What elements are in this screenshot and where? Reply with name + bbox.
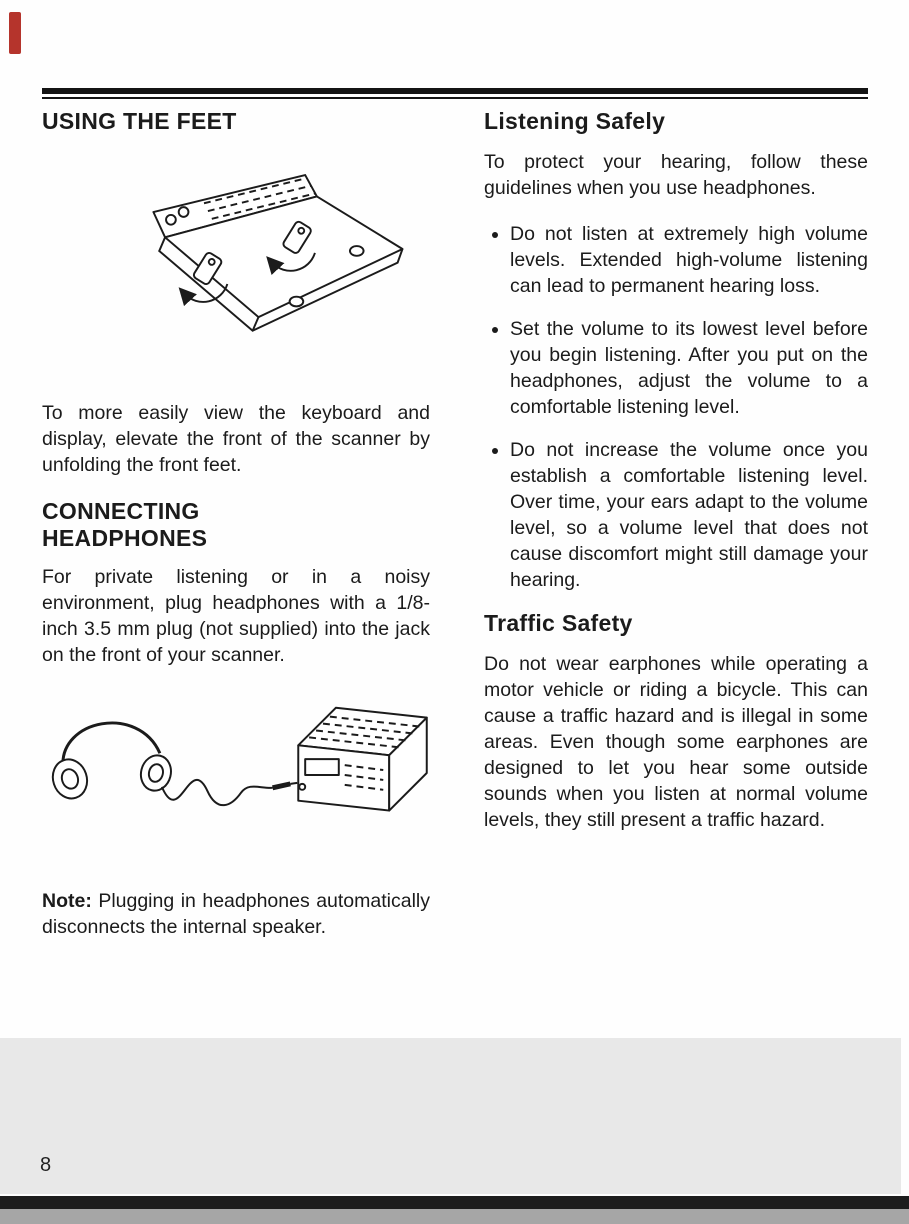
left-column bbox=[42, 108, 430, 960]
bullet-item: • Do not increase the volume once you establish a comfortable listening level. Over time, your ears adapt to the volume level, so a volume level that does not cause discomfort might still damage your hearing. bbox=[510, 437, 868, 593]
top-rule-thick bbox=[42, 88, 868, 94]
bottom-edge-gray bbox=[0, 1209, 909, 1224]
top-rule-thin bbox=[42, 97, 868, 99]
note-label: Note: bbox=[42, 890, 92, 912]
heading-connecting-headphones: CONNECTING HEADPHONES bbox=[42, 498, 208, 551]
headphones-scanner-illustration bbox=[42, 688, 430, 858]
note-text: Plugging in headphones automatically disconnects the internal speaker. bbox=[42, 890, 430, 938]
para-traffic-safety: Do not wear earphones while operating a motor vehicle or riding a bicycle. This can cause a traffic hazard and is illegal in some areas. Even though some earphones are designed to let you hear some outside sounds when you listen at normal volume levels, they still present a traffic hazard. bbox=[484, 653, 868, 831]
right-column bbox=[484, 108, 868, 853]
safety-bullet-list bbox=[484, 221, 868, 593]
heading-using-the-feet: USING THE FEET bbox=[42, 108, 237, 134]
para-connecting-headphones: For private listening or in a noisy environment, plug headphones with a 1/8-inch 3.5 mm plug (not supplied) into the jack on the front of your scanner. bbox=[42, 566, 430, 666]
scanner-feet-illustration bbox=[60, 149, 420, 384]
heading-traffic-safety: Traffic Safety bbox=[484, 610, 633, 636]
note-paragraph bbox=[42, 888, 430, 940]
scan-red-mark bbox=[9, 12, 21, 54]
bullet-item: • Set the volume to its lowest level before you begin listening. After you put on the headphones, adjust the volume to a comfortable listening level. bbox=[510, 316, 868, 420]
para-listening-intro: To protect your hearing, follow these guidelines when you use headphones. bbox=[484, 151, 868, 199]
bottom-edge-bar bbox=[0, 1196, 909, 1209]
heading-listening-safely: Listening Safely bbox=[484, 108, 666, 134]
page-number: 8 bbox=[40, 1154, 52, 1176]
scan-artifact-band bbox=[0, 1038, 901, 1194]
para-using-feet: To more easily view the keyboard and display, elevate the front of the scanner by unfolding the front feet. bbox=[42, 402, 430, 476]
bullet-item: • Do not listen at extremely high volume levels. Extended high-volume listening can lead to permanent hearing loss. bbox=[510, 221, 868, 299]
